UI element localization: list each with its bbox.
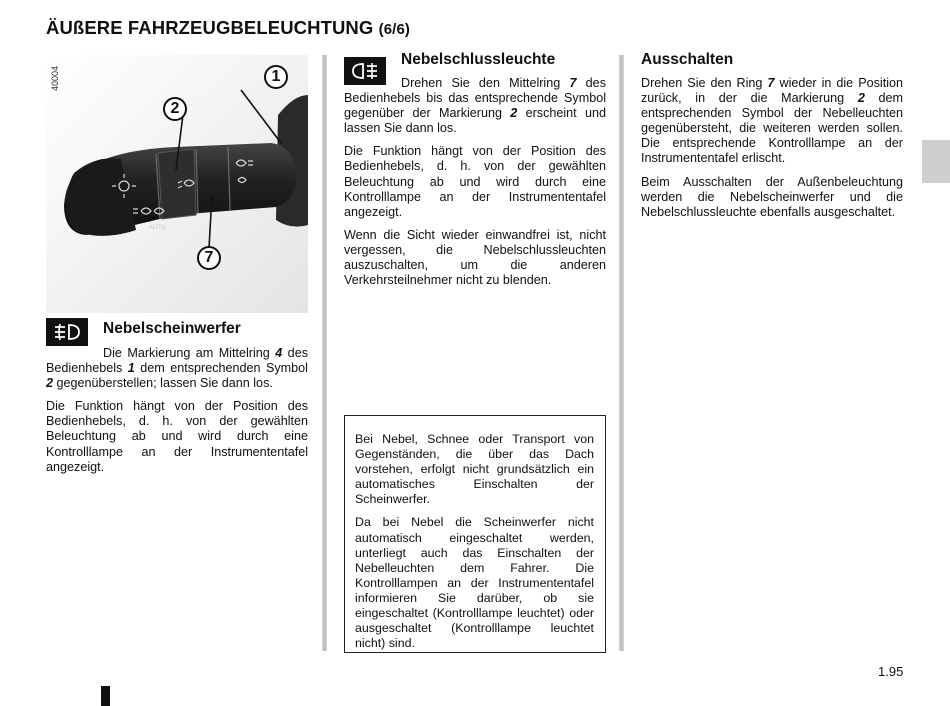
chapter-edge-tab [922,140,950,183]
front-fog-light-icon [46,318,88,346]
fog-front-paragraph-2: Die Funktion hängt von der Position des Bedienhebels, d. h. von der gewählten Beleuchtung ab und wird durch eine Kontrolllampe an der Instrumententafel angezeigt. [46,399,308,474]
switch-off-text [641,76,903,228]
fog-front-text [46,346,308,483]
lighting-stalk-illustration [46,55,308,313]
callout-1-label: 1 [271,68,281,85]
callout-2 [163,97,187,121]
fog-rear-paragraph-2: Die Funktion hängt von der Position des Bedienhebels, d. h. von der gewählten Beleuchtung ab und wird durch eine Kontrolllampe an der Instrumententafel angezeigt. [344,144,606,219]
page-title [46,17,410,39]
front-fog-light-glyph [52,322,82,342]
column-separator-right [619,55,624,651]
page-title-text: ÄUßERE FAHRZEUGBELEUCHTUNG [46,17,374,38]
callout-2-label: 2 [170,100,180,117]
callout-7-label: 7 [204,249,214,266]
fog-rear-paragraph-1: Drehen Sie den Mittelring 7 des Bedienhebels bis das entsprechende Symbol gegenüber der Markierung 2 erscheint und lassen Sie dann los. [344,76,606,136]
callout-7 [197,246,221,270]
fog-note-text [355,432,594,659]
switch-off-paragraph-2: Beim Ausschalten der Außenbeleuchtung werden die Nebelscheinwerfer und die Nebelschlussleuchte ebenfalls ausgeschaltet. [641,174,903,219]
fog-rear-text [344,76,606,296]
callout-1 [264,65,288,89]
fog-front-heading: Nebelscheinwerfer [103,320,241,337]
image-code: 40004 [50,65,60,91]
stalk-figure [46,55,308,313]
fog-note-box [344,415,606,653]
lever-auto-text: AUTO [149,225,166,231]
fog-rear-heading: Nebelschlussleuchte [401,51,556,68]
fog-front-paragraph-1: Die Markierung am Mittelring 4 des Bedienhebels 1 dem entsprechenden Symbol 2 gegenüberstellen; lassen Sie dann los. [46,346,308,391]
footer-marker [101,686,110,706]
column-separator-left [322,55,327,651]
fog-note-paragraph-1: Bei Nebel, Schnee oder Transport von Gegenständen, die über das Dach vorstehen, erfolgt nicht grundsätzlich ein automatisches Einschalten der Scheinwerfer. [355,432,594,507]
page-title-suffix: (6/6) [378,21,410,38]
fog-note-paragraph-2: Da bei Nebel die Scheinwerfer nicht automatisch eingeschaltet werden, unterliegt auch das Einschalten der Nebelleuchten dem Fahrer. Die Kontrolllampen an der Instrumententafel informieren Sie darüber, ob sie eingeschaltet (Kontrolllampe leuchtet) oder ausgeschaltet (Kontrolllampe leuchtet nicht) sind. [355,515,594,651]
switch-off-paragraph-1: Drehen Sie den Ring 7 wieder in die Position zurück, in der die Markierung 2 dem entsprechenden Symbol der Nebelleuchten gegenübersteht, die weiteren werden sollen. Die entsprechende Kontrolllampe an der Instrumententafel erlischt. [641,76,904,166]
fog-rear-paragraph-3: Wenn die Sicht wieder einwandfrei ist, nicht vergessen, die Nebelschlussleuchten auszuschalten, um die anderen Verkehrsteilnehmer nicht zu blenden. [344,227,606,288]
page-number: 1.95 [878,664,904,679]
switch-off-heading: Ausschalten [641,51,734,68]
